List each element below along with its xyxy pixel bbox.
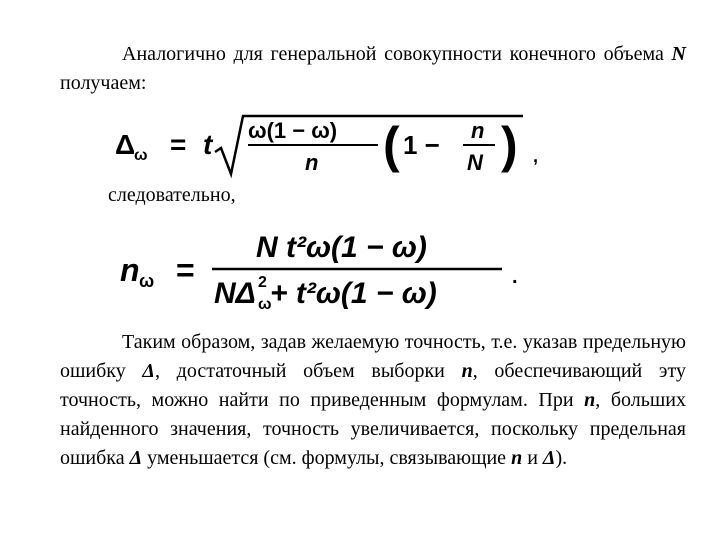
therefore-line [108,181,236,210]
var-N: N [671,43,686,65]
conclusion-v4: Δ [129,447,143,469]
conclusion-t2: , достаточный объем выборки [154,360,462,382]
conclusion-t4: , больших найденного значения, точность увеличивается, поскольку предельная ошибка [60,389,686,469]
conclusion-t6: и [522,447,543,469]
conclusion-v6: Δ [542,447,556,469]
conclusion-v2: n [461,360,473,382]
conclusion-t5: уменьшается (см. формулы, связывающие [142,447,512,469]
f2-n: n [120,252,140,288]
f2-den-a: NΔ [214,277,256,310]
intro-paragraph [60,40,686,98]
f2-den-b: + t²ω(1 − ω) [270,277,437,310]
sample-size-formula [120,225,530,315]
f1-one-minus: 1 − [403,130,440,160]
f1-right-paren: ) [501,117,518,173]
f1-delta: Δ [115,129,136,160]
conclusion-t1: Таким образом, задав желаемую точность, т.е. указав предельную ошибку [60,331,686,382]
intro-text-a: Аналогично для генеральной совокупности конечного объема [122,43,672,65]
f1-equals: = [170,129,187,160]
conclusion-paragraph [60,328,686,473]
f1-denominator: n [305,150,319,175]
f1-t: t [203,129,213,160]
f2-numerator: N t²ω(1 − ω) [256,231,427,264]
conclusion-t3: , обеспечивающий эту точность, можно найти по приведенным формулам. При [60,360,686,411]
f2-den-sub: ω [258,296,272,313]
margin-of-error-formula [115,110,555,180]
f2-equals: = [176,252,195,288]
conclusion-v3: n [584,389,596,411]
f2-n-sub: ω [139,271,155,291]
f1-delta-sub: ω [134,147,148,164]
f1-numerator: ω(1 − ω) [248,118,338,143]
conclusion-t7: ). [555,447,568,469]
conclusion-v5: n [511,447,523,469]
f1-inner-num: n [471,118,485,143]
f1-trailing-comma: , [533,146,539,166]
therefore-text: следовательно, [108,184,236,206]
f1-left-paren: ( [383,117,400,173]
f2-den-sup: 2 [258,274,267,291]
f2-trailing-period: . [512,266,518,288]
f1-inner-den: N [467,150,483,175]
intro-text-b: получаем: [60,72,147,94]
conclusion-v1: Δ [142,360,155,382]
